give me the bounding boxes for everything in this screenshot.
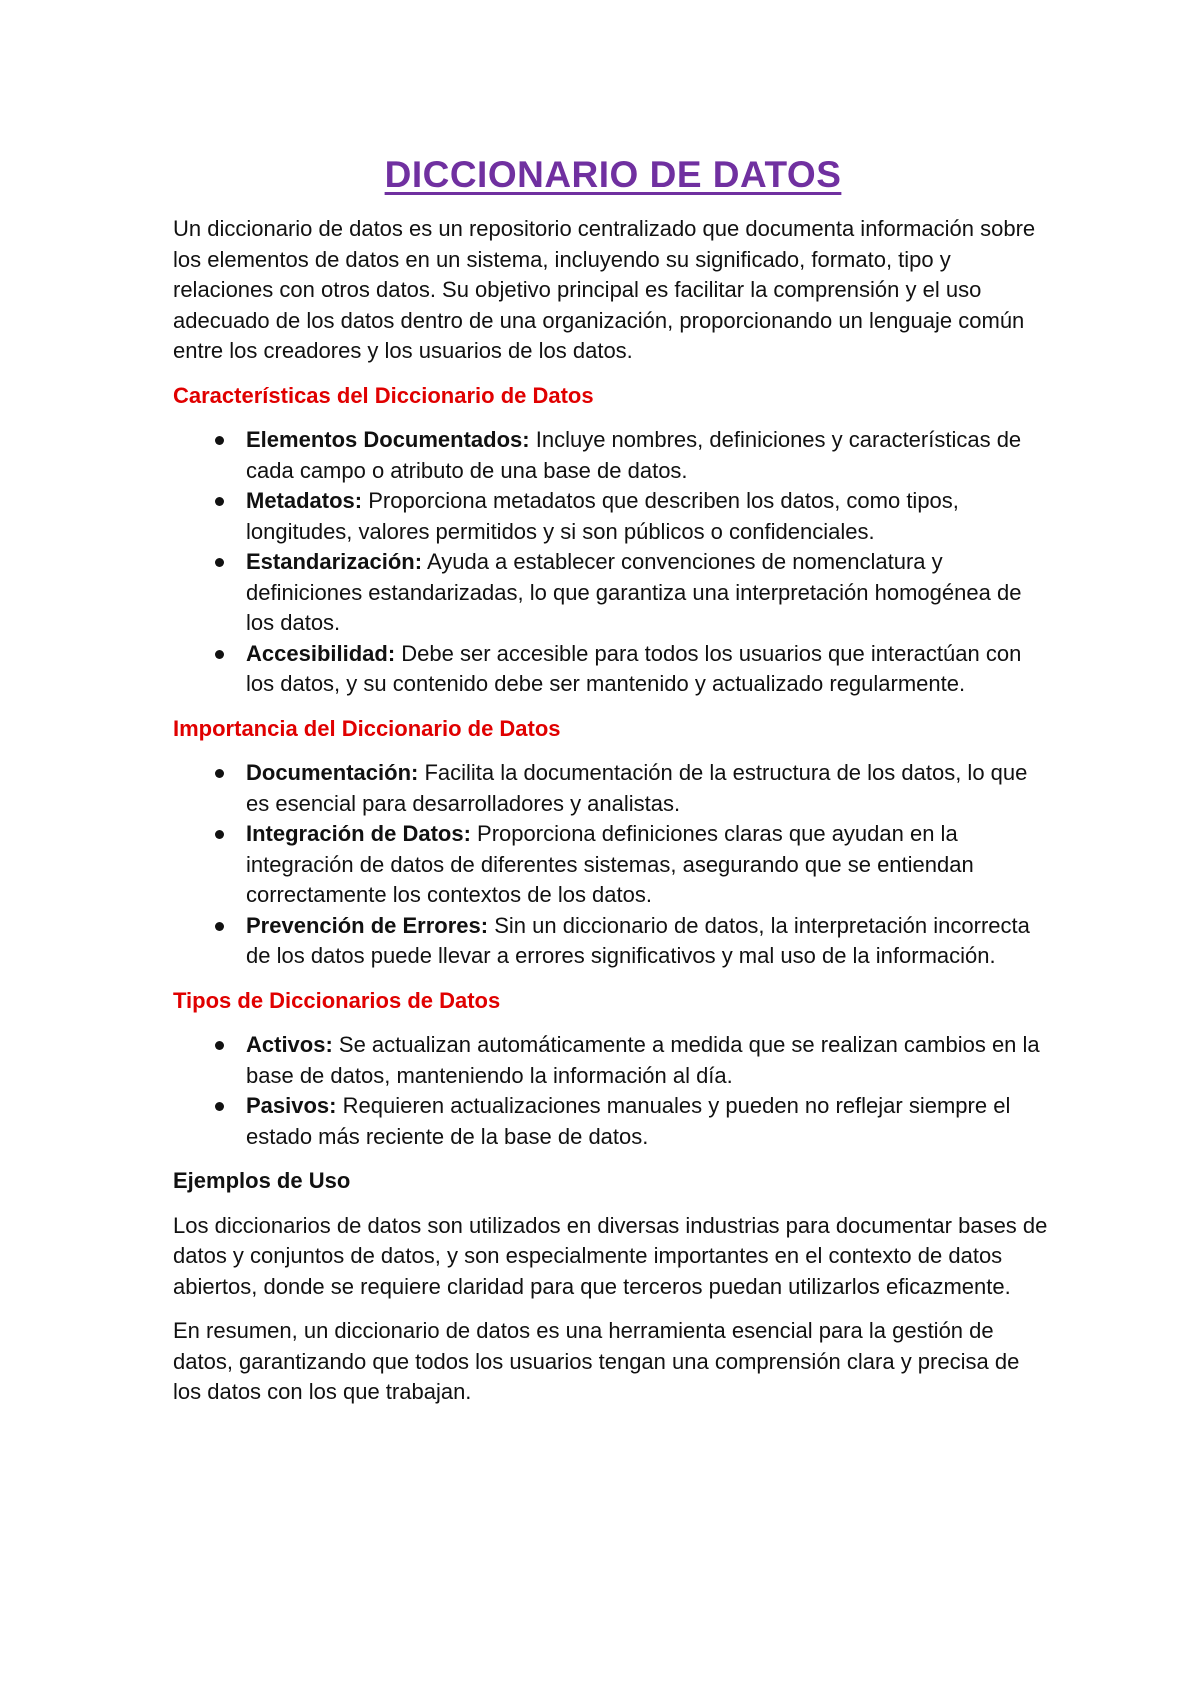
list-item	[173, 1030, 1053, 1091]
list-item	[173, 486, 1053, 547]
bullet-icon	[215, 922, 224, 931]
item-text: Requieren actualizaciones manuales y pueden no reflejar siempre el estado más reciente de la base de datos.	[246, 1093, 1011, 1149]
bullet-icon	[215, 436, 224, 445]
item-text: Debe ser accesible para todos los usuarios que interactúan con los datos, y su contenido debe ser mantenido y actualizado regularmente.	[246, 640, 1022, 696]
item-text: Ayuda a establecer convenciones de nomenclatura y definiciones estandarizadas, lo que garantiza una interpretación homogénea de los datos.	[246, 549, 1022, 635]
list-item	[173, 639, 1053, 700]
list-item	[173, 819, 1053, 911]
item-text: Incluye nombres, definiciones y características de cada campo o atributo de una base de datos.	[246, 427, 1022, 483]
bullet-icon	[215, 497, 224, 506]
section-heading-importancia: Importancia del Diccionario de Datos	[173, 715, 561, 741]
bullet-icon	[215, 650, 224, 659]
bullet-icon	[215, 1041, 224, 1050]
item-term: Integración de Datos:	[246, 821, 471, 846]
item-term: Documentación:	[246, 760, 419, 785]
item-text: Sin un diccionario de datos, la interpretación incorrecta de los datos puede llevar a errores significativos y mal uso de la información.	[246, 912, 1030, 968]
intro-paragraph: Un diccionario de datos es un repositorio centralizado que documenta información sobre los elementos de datos en un sistema, incluyendo su significado, formato, tipo y relaciones con otros datos. Su objetivo principal es facilitar la comprensión y el uso adecuado de los datos dentro de una organización, proporcionando un lenguaje común entre los creadores y los usuarios de los datos.	[173, 216, 1036, 363]
item-text: Facilita la documentación de la estructura de los datos, lo que es esencial para desarrolladores y analistas.	[246, 760, 1028, 816]
conclusion-paragraph: En resumen, un diccionario de datos es una herramienta esencial para la gestión de datos, garantizando que todos los usuarios tengan una comprensión clara y precisa de los datos con los que trabajan.	[173, 1318, 1020, 1404]
item-text: Se actualizan automáticamente a medida que se realizan cambios en la base de datos, manteniendo la información al día.	[246, 1032, 1040, 1088]
item-text: Proporciona metadatos que describen los datos, como tipos, longitudes, valores permitidos y si son públicos o confidenciales.	[246, 488, 959, 544]
list-item	[173, 758, 1053, 819]
item-text: Proporciona definiciones claras que ayudan en la integración de datos de diferentes sistemas, asegurando que se entiendan correctamente los contextos de los datos.	[246, 821, 974, 907]
item-term: Pasivos:	[246, 1093, 337, 1118]
item-term: Accesibilidad:	[246, 640, 396, 666]
list-item	[173, 911, 1053, 972]
list-item	[173, 425, 1053, 486]
item-term: Activos:	[246, 1032, 333, 1057]
examples-paragraph: Los diccionarios de datos son utilizados en diversas industrias para documentar bases de datos y conjuntos de datos, y son especialmente importantes en el contexto de datos abiertos, donde se requiere claridad para que terceros puedan utilizarlos eficazmente.	[173, 1212, 1048, 1299]
item-term: Elementos Documentados:	[246, 427, 530, 452]
bullet-icon	[215, 1102, 224, 1111]
bullet-icon	[215, 558, 224, 567]
caracteristicas-list	[173, 425, 1053, 700]
importancia-list	[173, 758, 1053, 972]
item-term: Metadatos:	[246, 488, 363, 513]
item-term: Estandarización:	[246, 549, 423, 574]
tipos-list	[173, 1030, 1053, 1152]
list-item	[173, 547, 1053, 639]
item-term: Prevención de Errores:	[246, 912, 489, 938]
list-item	[173, 1091, 1053, 1152]
document-title: DICCIONARIO DE DATOS	[384, 154, 842, 195]
bullet-icon	[215, 769, 224, 778]
section-heading-caracteristicas: Características del Diccionario de Datos	[173, 382, 594, 408]
section-heading-tipos: Tipos de Diccionarios de Datos	[173, 987, 501, 1013]
section-heading-ejemplos: Ejemplos de Uso	[173, 1168, 351, 1193]
document-page	[173, 150, 1053, 1422]
bullet-icon	[215, 830, 224, 839]
